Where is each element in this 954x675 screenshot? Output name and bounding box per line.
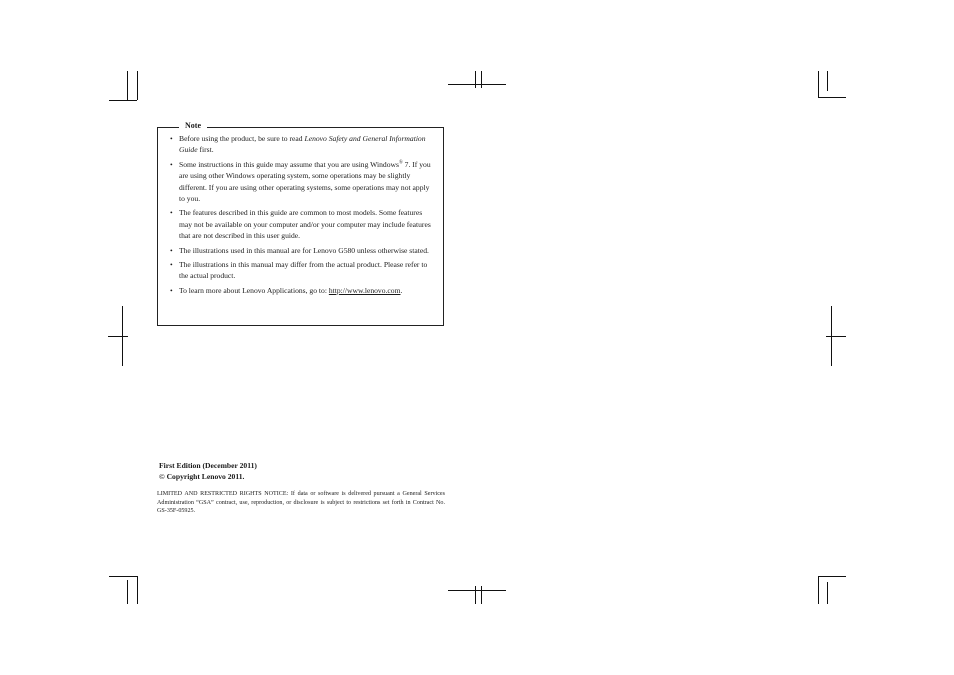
- edition-line: First Edition (December 2011): [159, 461, 257, 470]
- lenovo-link[interactable]: http://www.lenovo.com: [328, 285, 401, 295]
- bullet-icon: •: [170, 285, 173, 295]
- crop-mark: [137, 71, 138, 100]
- note-item: • Some instructions in this guide may assume that you are using Windows® 7. If you are using other Windows operating system, some operations may be slightly different. If you are using other operating systems, some operations may not apply to you.: [170, 159, 431, 204]
- bullet-icon: •: [170, 245, 173, 255]
- crop-mark: [109, 100, 137, 101]
- crop-mark: [827, 582, 828, 604]
- crop-mark: [127, 71, 128, 100]
- bullet-icon: •: [170, 134, 173, 143]
- crop-mark: [475, 586, 476, 604]
- note-title: Note: [179, 120, 207, 131]
- crop-mark: [137, 576, 138, 604]
- crop-mark: [481, 586, 482, 604]
- note-item: • To learn more about Lenovo Applications, go to: http://www.lenovo.com.: [170, 285, 403, 295]
- legal-notice: LIMITED AND RESTRICTED RIGHTS NOTICE: If data or software is delivered pursuant a General Services Administration “GSA” contract, use, reproduction, or disclosure is subject to restrictions set forth in Contract No. GS-35F-05925.: [157, 491, 445, 515]
- bullet-icon: •: [170, 208, 173, 218]
- crop-mark: [109, 576, 137, 577]
- crop-mark: [108, 336, 128, 337]
- note-list: [170, 133, 436, 299]
- bullet-icon: •: [170, 159, 173, 169]
- crop-mark: [448, 590, 506, 591]
- crop-mark: [818, 576, 846, 577]
- crop-mark: [827, 71, 828, 91]
- crop-mark: [481, 71, 482, 88]
- note-item: • Before using the product, be sure to read Lenovo Safety and General Information Guide first.: [170, 134, 426, 155]
- crop-mark: [818, 97, 846, 98]
- note-item: • The illustrations in this manual may differ from the actual product. Please refer to the actual product.: [170, 260, 428, 281]
- copyright-line: © Copyright Lenovo 2011.: [159, 472, 245, 481]
- crop-mark: [448, 84, 506, 85]
- guide-title: Lenovo Safety and General Information Guide: [179, 134, 426, 155]
- crop-mark: [475, 71, 476, 88]
- registered-mark: ®: [398, 160, 403, 166]
- note-item: • The illustrations used in this manual are for Lenovo G580 unless otherwise stated.: [170, 245, 429, 255]
- edition-block: [159, 460, 257, 482]
- crop-mark: [122, 306, 123, 366]
- crop-mark: [127, 580, 128, 604]
- bullet-icon: •: [170, 260, 173, 270]
- crop-mark: [818, 576, 819, 604]
- note-item: • The features described in this guide are common to most models. Some features may not be available on your computer and/or your computer may include features that are not described in this user guide.: [170, 208, 431, 241]
- crop-mark: [831, 306, 832, 366]
- crop-mark: [826, 336, 846, 337]
- crop-mark: [818, 71, 819, 97]
